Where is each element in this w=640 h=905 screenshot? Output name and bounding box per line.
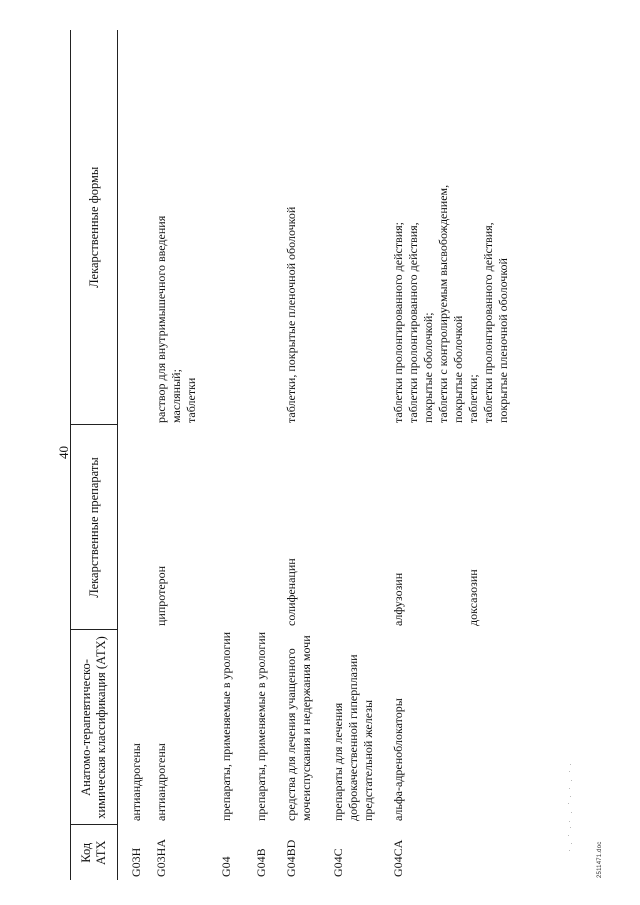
classification-cell [144,630,209,825]
classification-cell [381,630,466,825]
header-code: Код АТХ [71,825,118,880]
atx-code-cell: G03HA [154,839,168,877]
dosage-form-cell-line: таблетки [184,377,198,423]
classification-cell-line: препараты для лечения [331,702,345,821]
scan-specks [567,760,573,855]
classification-cell [466,630,526,825]
table-body [118,30,527,880]
drug-cell-line: доксазозин [466,569,480,626]
dosage-form-cell-line: раствор для внутримышечного введения [154,215,168,423]
dosage-form-cell [274,30,321,425]
drug-cell [209,425,244,630]
header-drugs: Лекарственные препараты [71,425,118,630]
dosage-form-cell [244,30,274,425]
dosage-form-cell [466,30,526,425]
classification-cell [321,630,381,825]
drug-cell-line: ципротерон [154,565,168,626]
drug-cell [274,425,321,630]
table-row [209,30,244,880]
classification-cell-line: альфа-адреноблокаторы [391,698,405,821]
dosage-form-cell-line: таблетки, покрытые пленочной оболочкой [284,206,298,423]
dosage-form-cell-line: масляный; [169,369,183,423]
drug-cell [321,425,381,630]
dosage-form-cell-line: таблетки с контролируемым высвобождением, [436,184,450,423]
drug-cell-line: солифенацин [284,558,298,626]
atx-code-cell: G04CA [391,839,405,877]
drug-cell [144,425,209,630]
dosage-form-cell [144,30,209,425]
atx-code-cell: G04C [331,848,345,877]
header-row [71,30,118,880]
atx-code-cell: G03H [129,847,143,877]
drug-cell [118,425,145,630]
classification-cell [274,630,321,825]
table-row [321,30,381,880]
footer-doc-label: 2511471.doc [597,841,603,878]
dosage-form-cell-line: покрытые оболочкой; [421,312,435,423]
classification-cell-line: предстательной железы [361,699,375,821]
atx-code-cell [466,825,526,880]
dosage-form-cell-line: покрытые оболочкой [451,315,465,423]
header-forms: Лекарственные формы [71,30,118,425]
dosage-form-cell [381,30,466,425]
classification-cell-line: антиандрогены [154,743,168,821]
dosage-form-cell-line: таблетки пролонгированного действия, [481,222,495,423]
classification-cell-line: средства для лечения учащенного [284,648,298,821]
dosage-form-cell-line: покрытые пленочной оболочкой [496,258,510,423]
dosage-form-cell [118,30,145,425]
classification-cell-line: антиандрогены [129,743,143,821]
header-classification: Анатомо-терапевтическо-химическая классификация (АТХ) [71,630,118,825]
dosage-form-cell [209,30,244,425]
classification-cell [118,630,145,825]
table-row [118,30,145,880]
atx-table [70,30,526,880]
classification-cell [244,630,274,825]
drug-cell [381,425,466,630]
table-row [466,30,526,880]
classification-cell [209,630,244,825]
dosage-form-cell [321,30,381,425]
drug-cell [466,425,526,630]
drug-cell [244,425,274,630]
table-row [244,30,274,880]
classification-cell-line: препараты, применяемые в урологии [219,631,233,821]
dosage-form-cell-line: таблетки; [466,374,480,423]
classification-cell-line: доброкачественной гиперплазии [346,654,360,821]
atx-code-cell: G04 [219,856,233,877]
classification-cell-line: препараты, применяемые в урологии [254,631,268,821]
dosage-form-cell-line: таблетки пролонгированного действия; [391,221,405,423]
atx-code-cell: G04BD [284,839,298,877]
page-number: 40 [56,446,71,459]
drug-cell-line: алфузозин [391,572,405,626]
table-row [381,30,466,880]
atx-code-cell: G04B [254,848,268,877]
dosage-form-cell-line: таблетки пролонгированного действия, [406,222,420,423]
table-row [274,30,321,880]
classification-cell-line: мочеиспускания и недержания мочи [299,635,313,821]
table-row [144,30,209,880]
rotated-page [55,30,610,880]
